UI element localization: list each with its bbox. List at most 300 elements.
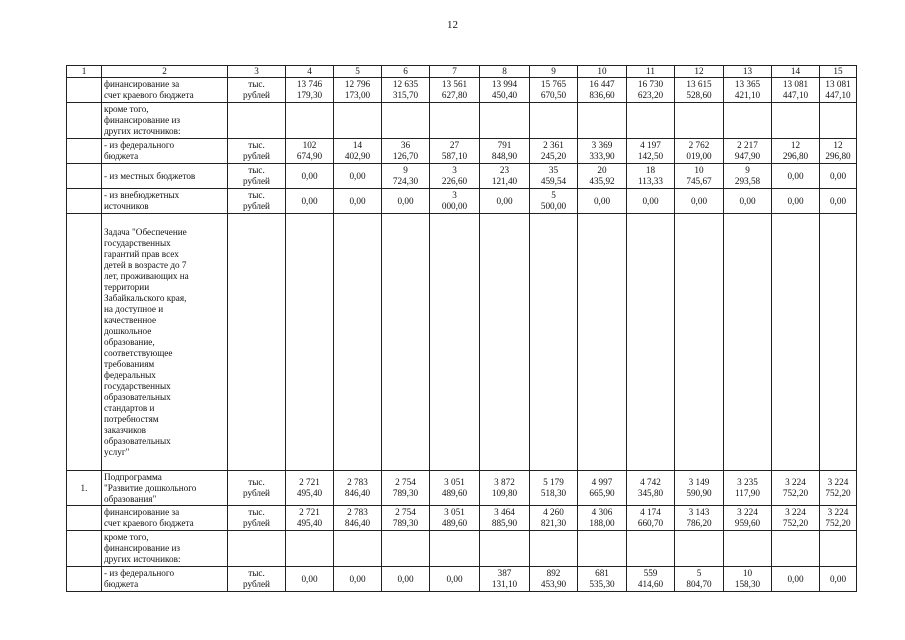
value-line: 587,10: [441, 151, 468, 161]
row-unit-line: тыс.: [248, 568, 265, 578]
column-header: 7: [430, 66, 480, 78]
row-index: [67, 78, 102, 103]
value-cell: [530, 214, 578, 471]
value-line: 13 081: [825, 79, 851, 89]
row-unit-line: рублей: [243, 201, 270, 211]
row-unit: [228, 139, 286, 164]
value-cell: [578, 164, 627, 189]
value-cell: [627, 78, 675, 103]
value-cell: [334, 139, 382, 164]
value-line: 590,90: [686, 488, 712, 498]
value-line: 13 615: [686, 79, 712, 89]
value-line: 0,00: [739, 195, 756, 206]
value-line: 0,00: [829, 573, 847, 584]
value-line: 0,00: [397, 195, 414, 206]
value-line: 660,70: [637, 518, 664, 528]
row-unit: [228, 567, 286, 592]
row-label-line: бюджета: [104, 579, 139, 589]
table-row: [67, 78, 857, 103]
row-label-line: Задача "Обеспечение: [104, 226, 187, 237]
value-line: 4 306: [591, 507, 613, 517]
value-line: 5: [551, 190, 556, 200]
value-line: 3: [452, 165, 457, 175]
value-line: 489,60: [441, 518, 468, 528]
value-cell: [480, 164, 530, 189]
column-header: 12: [675, 66, 724, 78]
value-line: 27: [449, 140, 460, 150]
row-index: [67, 531, 102, 567]
value-line: 450,40: [491, 90, 518, 100]
value-line: 892: [546, 568, 561, 578]
value-cell: [530, 471, 578, 506]
row-unit-line: тыс.: [248, 140, 265, 150]
row-label-line: гарантий прав всех: [104, 248, 179, 259]
value-line: 3 224: [785, 477, 806, 487]
value-cell: [334, 567, 382, 592]
value-cell: [724, 471, 772, 506]
value-line: 315,70: [392, 90, 419, 100]
value-cell: [578, 214, 627, 471]
value-cell: [286, 506, 334, 531]
value-line: 2 762: [688, 140, 710, 150]
value-line: 623,20: [637, 90, 664, 100]
value-cell: [724, 567, 772, 592]
value-line: 752,20: [825, 488, 851, 498]
value-cell: [286, 78, 334, 103]
row-label-line: образовательных: [104, 435, 171, 446]
value-line: 5: [696, 568, 702, 578]
row-unit-line: тыс.: [248, 165, 265, 175]
value-cell: [382, 103, 430, 139]
value-line: 12: [833, 140, 843, 150]
value-line: 13 081: [782, 79, 809, 89]
column-header: 14: [772, 66, 820, 78]
row-index: [67, 103, 102, 139]
value-cell: [724, 189, 772, 214]
value-line: 453,90: [540, 579, 567, 589]
value-line: 752,20: [782, 488, 809, 498]
value-cell: [334, 164, 382, 189]
value-line: 142,50: [637, 151, 664, 161]
row-label: [102, 506, 228, 531]
value-line: 0,00: [301, 170, 318, 181]
value-line: 848,90: [491, 151, 518, 161]
value-line: 947,90: [734, 151, 761, 161]
value-cell: [627, 103, 675, 139]
value-line: 559: [643, 568, 658, 578]
value-line: 019,00: [686, 151, 712, 161]
value-cell: [530, 103, 578, 139]
value-line: 3 051: [444, 477, 465, 487]
value-cell: [627, 471, 675, 506]
value-cell: [334, 471, 382, 506]
value-cell: [530, 567, 578, 592]
value-cell: [480, 78, 530, 103]
value-cell: [530, 506, 578, 531]
row-unit-line: тыс.: [248, 190, 265, 200]
value-line: 681: [595, 568, 609, 578]
value-cell: [627, 567, 675, 592]
value-line: 665,90: [589, 488, 615, 498]
table-row: [67, 506, 857, 531]
value-line: 402,90: [344, 151, 371, 161]
value-cell: [627, 189, 675, 214]
value-line: 2 754: [395, 507, 416, 517]
row-label-line: - из внебюджетных: [104, 190, 180, 200]
value-cell: [772, 567, 820, 592]
value-cell: [724, 164, 772, 189]
value-line: 447,10: [825, 90, 851, 100]
value-cell: [430, 78, 480, 103]
value-line: 9: [403, 165, 408, 175]
value-line: 13 561: [441, 79, 468, 89]
value-cell: [286, 531, 334, 567]
value-cell: [286, 567, 334, 592]
value-cell: [578, 189, 627, 214]
row-label-line: других источников:: [104, 126, 181, 136]
row-index: 1.: [67, 471, 102, 506]
row-unit-line: рублей: [243, 176, 270, 186]
value-line: 0,00: [301, 573, 318, 584]
value-line: 2 783: [347, 477, 368, 487]
value-cell: [627, 506, 675, 531]
column-header: 9: [530, 66, 578, 78]
value-line: 752,20: [825, 518, 851, 528]
header-row: [67, 66, 857, 78]
value-cell: [430, 214, 480, 471]
row-label: [102, 189, 228, 214]
value-line: 674,90: [296, 151, 323, 161]
value-line: 836,60: [589, 90, 615, 100]
table-row: [67, 189, 857, 214]
value-cell: [772, 164, 820, 189]
value-line: 2 217: [737, 140, 758, 150]
value-cell: [820, 103, 857, 139]
row-label: [102, 214, 228, 471]
value-cell: [382, 78, 430, 103]
value-line: 188,00: [589, 518, 615, 528]
value-cell: [530, 531, 578, 567]
value-line: 0,00: [690, 195, 708, 206]
column-header: 10: [578, 66, 627, 78]
value-line: 421,10: [734, 90, 761, 100]
value-line: 20: [597, 165, 607, 175]
row-label-line: образования": [104, 493, 157, 504]
value-line: 15 765: [540, 79, 567, 89]
value-cell: [430, 506, 480, 531]
value-line: 2 721: [299, 507, 320, 517]
value-cell: [820, 471, 857, 506]
value-line: 35: [548, 165, 559, 175]
row-unit-line: тыс.: [248, 507, 265, 517]
row-label-line: требованиям: [104, 358, 155, 369]
value-line: 495,40: [296, 488, 323, 498]
value-line: 9: [745, 165, 750, 175]
value-line: 0,00: [787, 170, 804, 181]
value-line: 173,00: [344, 90, 371, 100]
value-line: 10: [694, 165, 704, 175]
value-cell: [334, 78, 382, 103]
value-line: 3 149: [688, 477, 710, 487]
value-line: 3 224: [737, 507, 758, 517]
value-cell: [480, 103, 530, 139]
value-line: 804,70: [686, 579, 712, 589]
value-cell: [530, 139, 578, 164]
value-line: 4 197: [640, 140, 661, 150]
row-label-line: кроме того,: [104, 532, 149, 542]
value-line: 18: [645, 165, 656, 175]
row-unit-line: рублей: [243, 488, 270, 498]
row-label-line: финансирование из: [104, 115, 181, 125]
value-line: 345,80: [637, 488, 664, 498]
value-cell: [382, 531, 430, 567]
row-unit-line: тыс.: [248, 79, 265, 89]
value-cell: [334, 103, 382, 139]
value-line: 2 361: [543, 140, 564, 150]
value-cell: [724, 506, 772, 531]
value-line: 500,00: [540, 201, 567, 211]
value-cell: [675, 506, 724, 531]
table-row: [67, 471, 857, 506]
value-cell: [820, 189, 857, 214]
row-unit: [228, 214, 286, 471]
value-cell: [627, 214, 675, 471]
value-cell: [772, 103, 820, 139]
value-line: 670,50: [540, 90, 567, 100]
value-cell: [578, 139, 627, 164]
value-line: 293,58: [734, 176, 761, 186]
value-cell: [430, 103, 480, 139]
value-line: 16 447: [589, 79, 615, 89]
value-line: 296,80: [782, 151, 809, 161]
value-cell: [480, 214, 530, 471]
value-line: 846,40: [344, 488, 371, 498]
row-label: [102, 471, 228, 506]
value-cell: [820, 531, 857, 567]
row-unit: [228, 506, 286, 531]
row-label-line: стандартов и: [104, 402, 155, 413]
value-cell: [334, 189, 382, 214]
value-line: 4 742: [640, 477, 661, 487]
value-cell: [578, 506, 627, 531]
value-cell: [578, 567, 627, 592]
value-line: 296,80: [825, 151, 851, 161]
value-line: 3 369: [591, 140, 613, 150]
row-label-line: - из местных бюджетов: [104, 170, 196, 181]
row-unit-line: рублей: [243, 151, 270, 161]
table-row: [67, 531, 857, 567]
row-label-line: соответствующее: [104, 347, 173, 358]
value-line: 179,30: [296, 90, 323, 100]
value-cell: [627, 164, 675, 189]
value-cell: [724, 531, 772, 567]
row-label-line: государственных: [104, 237, 171, 248]
value-cell: [724, 78, 772, 103]
column-header: 8: [480, 66, 530, 78]
value-line: 789,30: [392, 488, 419, 498]
row-label: [102, 103, 228, 139]
value-line: 489,60: [441, 488, 468, 498]
row-unit-line: рублей: [243, 90, 270, 100]
row-index: [67, 567, 102, 592]
value-cell: [480, 567, 530, 592]
value-cell: [578, 531, 627, 567]
value-line: 12 796: [344, 79, 371, 89]
value-line: 885,90: [491, 518, 518, 528]
value-line: 5 179: [543, 477, 564, 487]
value-line: 518,30: [540, 488, 567, 498]
value-cell: [772, 471, 820, 506]
row-label-line: услуг": [104, 446, 130, 457]
value-cell: [480, 506, 530, 531]
value-cell: [675, 567, 724, 592]
value-line: 3 143: [688, 507, 710, 517]
value-line: 0,00: [787, 195, 804, 206]
value-cell: [480, 531, 530, 567]
value-cell: [382, 139, 430, 164]
value-cell: [286, 103, 334, 139]
value-line: 2 783: [347, 507, 368, 517]
table-row: [67, 567, 857, 592]
value-cell: [286, 189, 334, 214]
value-line: 627,80: [441, 90, 468, 100]
column-header: 13: [724, 66, 772, 78]
value-line: 495,40: [296, 518, 323, 528]
row-index: [67, 506, 102, 531]
value-line: 4 174: [640, 507, 661, 517]
value-line: 121,40: [491, 176, 518, 186]
row-label-line: на доступное и: [104, 303, 164, 314]
table-row: [67, 214, 857, 471]
row-label-line: дошкольное: [104, 325, 152, 336]
row-unit-line: рублей: [243, 579, 270, 589]
value-line: 791: [497, 140, 512, 150]
value-cell: [675, 78, 724, 103]
row-label-line: кроме того,: [104, 104, 149, 114]
value-line: 126,70: [392, 151, 419, 161]
value-line: 113,33: [638, 176, 663, 186]
value-line: 0,00: [787, 573, 804, 584]
value-line: 2 721: [299, 477, 320, 487]
value-cell: [675, 531, 724, 567]
value-cell: [627, 139, 675, 164]
value-line: 102: [302, 140, 317, 150]
value-cell: [675, 471, 724, 506]
value-cell: [675, 139, 724, 164]
row-label-line: "Развитие дошкольного: [104, 482, 197, 493]
column-header: 15: [820, 66, 857, 78]
row-label-line: - из федерального: [104, 140, 175, 150]
row-label-line: образовательных: [104, 391, 171, 402]
value-line: 10: [742, 568, 753, 578]
value-line: 3 224: [827, 477, 849, 487]
value-cell: [772, 506, 820, 531]
value-cell: [530, 78, 578, 103]
row-label-line: детей в возрасте до 7: [104, 259, 187, 270]
value-line: 3 464: [494, 507, 515, 517]
value-line: 3: [452, 190, 457, 200]
value-cell: [286, 139, 334, 164]
value-line: 724,30: [392, 176, 419, 186]
row-label: [102, 139, 228, 164]
row-label-line: счет краевого бюджета: [104, 518, 194, 528]
row-label-line: заказчиков: [104, 424, 147, 435]
value-cell: [382, 189, 430, 214]
column-header: 2: [102, 66, 228, 78]
row-unit-line: тыс.: [248, 477, 265, 487]
row-unit: [228, 531, 286, 567]
value-line: 117,90: [735, 488, 760, 498]
value-line: 12: [790, 140, 801, 150]
value-line: 14: [352, 140, 363, 150]
value-cell: [772, 139, 820, 164]
value-cell: [480, 471, 530, 506]
value-cell: [675, 214, 724, 471]
value-line: 131,10: [491, 579, 518, 589]
value-cell: [578, 78, 627, 103]
value-line: 0,00: [301, 195, 318, 206]
value-cell: [820, 78, 857, 103]
row-label-line: Подпрограмма: [104, 471, 162, 482]
value-cell: [578, 103, 627, 139]
value-cell: [675, 103, 724, 139]
value-line: 13 994: [491, 79, 518, 89]
value-cell: [772, 78, 820, 103]
value-line: 3 051: [444, 507, 465, 517]
value-cell: [820, 567, 857, 592]
value-line: 226,60: [441, 176, 468, 186]
value-line: 387: [497, 568, 512, 578]
value-line: 36: [400, 140, 411, 150]
value-cell: [286, 471, 334, 506]
value-cell: [286, 164, 334, 189]
column-header: 4: [286, 66, 334, 78]
value-line: 0,00: [642, 195, 659, 206]
value-line: 752,20: [782, 518, 809, 528]
table-body: [67, 66, 857, 592]
value-cell: [334, 506, 382, 531]
value-line: 846,40: [344, 518, 371, 528]
row-label-line: образование,: [104, 336, 155, 347]
row-unit: [228, 78, 286, 103]
row-label-line: государственных: [104, 380, 171, 391]
value-cell: [530, 189, 578, 214]
value-cell: [286, 214, 334, 471]
table-row: [67, 103, 857, 139]
value-line: 13 365: [734, 79, 761, 89]
value-cell: [530, 164, 578, 189]
budget-table: [66, 65, 857, 592]
value-cell: [430, 567, 480, 592]
value-line: 3 235: [737, 477, 758, 487]
value-cell: [820, 164, 857, 189]
value-line: 959,60: [734, 518, 761, 528]
row-label-line: источников: [104, 201, 149, 211]
value-line: 12 635: [392, 79, 419, 89]
value-line: 535,30: [589, 579, 615, 589]
row-unit: [228, 103, 286, 139]
value-line: 0,00: [349, 170, 366, 181]
row-label-line: - из федерального: [104, 568, 175, 578]
column-header: 1: [67, 66, 102, 78]
value-cell: [334, 214, 382, 471]
value-cell: [627, 531, 675, 567]
value-line: 0,00: [496, 195, 513, 206]
value-line: 459,54: [540, 176, 567, 186]
row-label-line: федеральных: [104, 369, 156, 380]
value-cell: [820, 506, 857, 531]
value-line: 158,30: [734, 579, 761, 589]
